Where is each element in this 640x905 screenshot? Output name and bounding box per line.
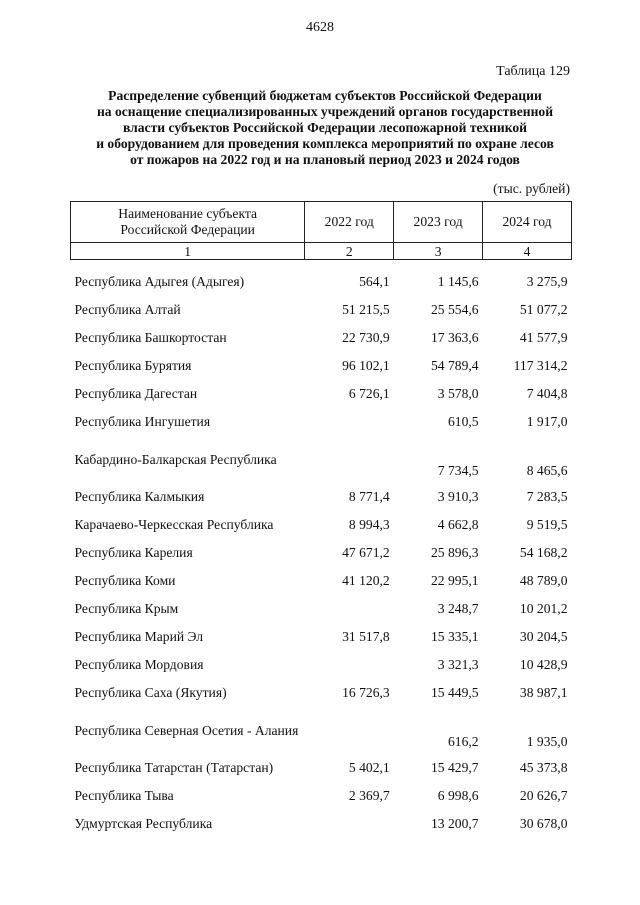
value-2023: 25 896,3 xyxy=(431,545,479,560)
value-2022: 96 102,1 xyxy=(342,358,390,373)
value-2023: 3 321,3 xyxy=(437,657,479,672)
table-title xyxy=(60,88,590,168)
value-2024: 45 373,8 xyxy=(519,760,568,775)
value-2024: 7 404,8 xyxy=(526,386,568,401)
column-number-row xyxy=(71,243,572,260)
table-row xyxy=(71,296,572,324)
value-2023: 13 200,7 xyxy=(431,816,479,831)
value-2022: 47 671,2 xyxy=(342,545,390,560)
value-2024: 10 428,9 xyxy=(519,657,568,672)
column-number: 2 xyxy=(305,243,394,260)
value-2022: 41 120,2 xyxy=(342,573,390,588)
value-2022: 6 726,1 xyxy=(348,386,390,401)
value-2023: 15 429,7 xyxy=(431,760,479,775)
table-row xyxy=(71,595,572,623)
title-line: на оснащение специализированных учреждений органов государственной xyxy=(96,104,554,119)
value-2024: 8 465,6 xyxy=(526,463,568,478)
table-row xyxy=(71,782,572,810)
region-name: Республика Саха (Якутия) xyxy=(74,685,227,700)
table-row xyxy=(71,810,572,838)
header-2024: 2024 год xyxy=(483,202,572,243)
value-2023: 7 734,5 xyxy=(437,463,479,478)
table-row xyxy=(71,408,572,436)
value-2024: 54 168,2 xyxy=(519,545,568,560)
region-name: Республика Северная Осетия - Алания xyxy=(74,722,299,738)
value-2024: 20 626,7 xyxy=(519,788,568,803)
unit-label: (тыс. рублей) xyxy=(493,181,570,196)
region-name: Республика Мордовия xyxy=(74,657,204,672)
value-2023: 17 363,6 xyxy=(431,330,479,345)
region-name: Республика Калмыкия xyxy=(74,489,205,504)
value-2022 xyxy=(305,707,394,754)
region-name: Карачаево-Черкесская Республика xyxy=(74,517,274,532)
value-2024: 41 577,9 xyxy=(519,330,568,345)
table-row xyxy=(71,380,572,408)
value-2024: 48 789,0 xyxy=(519,573,568,588)
table-body xyxy=(71,260,572,839)
value-2022: 2 369,7 xyxy=(348,788,390,803)
table-row xyxy=(71,268,572,296)
value-2022: 8 994,3 xyxy=(348,517,390,532)
value-2024: 7 283,5 xyxy=(526,489,568,504)
table-row xyxy=(71,651,572,679)
value-2023: 3 910,3 xyxy=(437,489,479,504)
region-name: Республика Татарстан (Татарстан) xyxy=(74,760,274,775)
column-number: 1 xyxy=(71,243,305,260)
value-2024: 38 987,1 xyxy=(519,685,568,700)
table-row xyxy=(71,511,572,539)
region-name: Республика Тыва xyxy=(74,788,174,803)
region-name: Республика Алтай xyxy=(74,302,181,317)
table-row xyxy=(71,352,572,380)
value-2023: 25 554,6 xyxy=(431,302,479,317)
value-2023: 3 578,0 xyxy=(437,386,479,401)
table-row xyxy=(71,483,572,511)
title-line: Распределение субвенций бюджетам субъектов Российской Федерации xyxy=(108,88,542,103)
region-name: Республика Башкортостан xyxy=(74,330,227,345)
value-2024: 30 204,5 xyxy=(519,629,568,644)
region-name: Республика Адыгея (Адыгея) xyxy=(74,274,245,289)
value-2022: 8 771,4 xyxy=(348,489,390,504)
region-name: Кабардино-Балкарская Республика xyxy=(74,451,277,467)
header-region: Наименование субъекта Российской Федерации xyxy=(71,202,305,243)
region-name: Республика Коми xyxy=(74,573,176,588)
value-2023: 610,5 xyxy=(447,414,479,429)
value-2022: 16 726,3 xyxy=(342,685,390,700)
page-number: 4628 xyxy=(306,20,334,35)
value-2023: 15 449,5 xyxy=(431,685,479,700)
value-2022: 564,1 xyxy=(359,274,390,289)
value-2022 xyxy=(305,595,394,623)
table-row xyxy=(71,707,572,754)
title-line: власти субъектов Российской Федерации лесопожарной техникой xyxy=(122,120,528,135)
value-2022: 5 402,1 xyxy=(348,760,390,775)
value-2022 xyxy=(305,651,394,679)
table-row xyxy=(71,436,572,483)
value-2022: 31 517,8 xyxy=(342,629,390,644)
value-2024: 1 917,0 xyxy=(526,414,568,429)
value-2024: 9 519,5 xyxy=(526,517,568,532)
value-2024: 1 935,0 xyxy=(526,734,568,749)
value-2023: 6 998,6 xyxy=(437,788,479,803)
region-name: Республика Дагестан xyxy=(74,386,198,401)
table-row xyxy=(71,567,572,595)
value-2024: 3 275,9 xyxy=(526,274,568,289)
value-2023: 1 145,6 xyxy=(437,274,479,289)
column-number: 3 xyxy=(394,243,483,260)
column-number: 4 xyxy=(483,243,572,260)
table-row xyxy=(71,623,572,651)
table-row xyxy=(71,679,572,707)
region-name: Удмуртская Республика xyxy=(74,816,213,831)
region-name: Республика Крым xyxy=(74,601,179,616)
region-name: Республика Ингушетия xyxy=(74,414,211,429)
value-2022 xyxy=(305,436,394,483)
value-2023: 54 789,4 xyxy=(431,358,479,373)
table-label: Таблица 129 xyxy=(496,64,570,79)
table-row xyxy=(71,324,572,352)
value-2023: 15 335,1 xyxy=(431,629,479,644)
value-2022 xyxy=(305,408,394,436)
value-2024: 51 077,2 xyxy=(519,302,568,317)
value-2022: 51 215,5 xyxy=(342,302,390,317)
header-2022: 2022 год xyxy=(305,202,394,243)
title-line: от пожаров на 2022 год и на плановый период 2023 и 2024 годов xyxy=(130,152,520,167)
value-2024: 30 678,0 xyxy=(519,816,568,831)
value-2024: 117 314,2 xyxy=(513,358,568,373)
value-2023: 616,2 xyxy=(447,734,479,749)
title-line: и оборудованием для проведения комплекса мероприятий по охране лесов xyxy=(96,136,554,151)
region-name: Республика Марий Эл xyxy=(74,629,204,644)
value-2023: 4 662,8 xyxy=(437,517,479,532)
table-row xyxy=(71,754,572,782)
table-row xyxy=(71,539,572,567)
subsidy-table xyxy=(70,201,572,838)
header-row xyxy=(71,202,572,243)
header-2023: 2023 год xyxy=(394,202,483,243)
region-name: Республика Карелия xyxy=(74,545,193,560)
value-2023: 22 995,1 xyxy=(431,573,479,588)
region-name: Республика Бурятия xyxy=(74,358,192,373)
value-2023: 3 248,7 xyxy=(437,601,479,616)
value-2022 xyxy=(305,810,394,838)
value-2022: 22 730,9 xyxy=(342,330,390,345)
value-2024: 10 201,2 xyxy=(519,601,568,616)
